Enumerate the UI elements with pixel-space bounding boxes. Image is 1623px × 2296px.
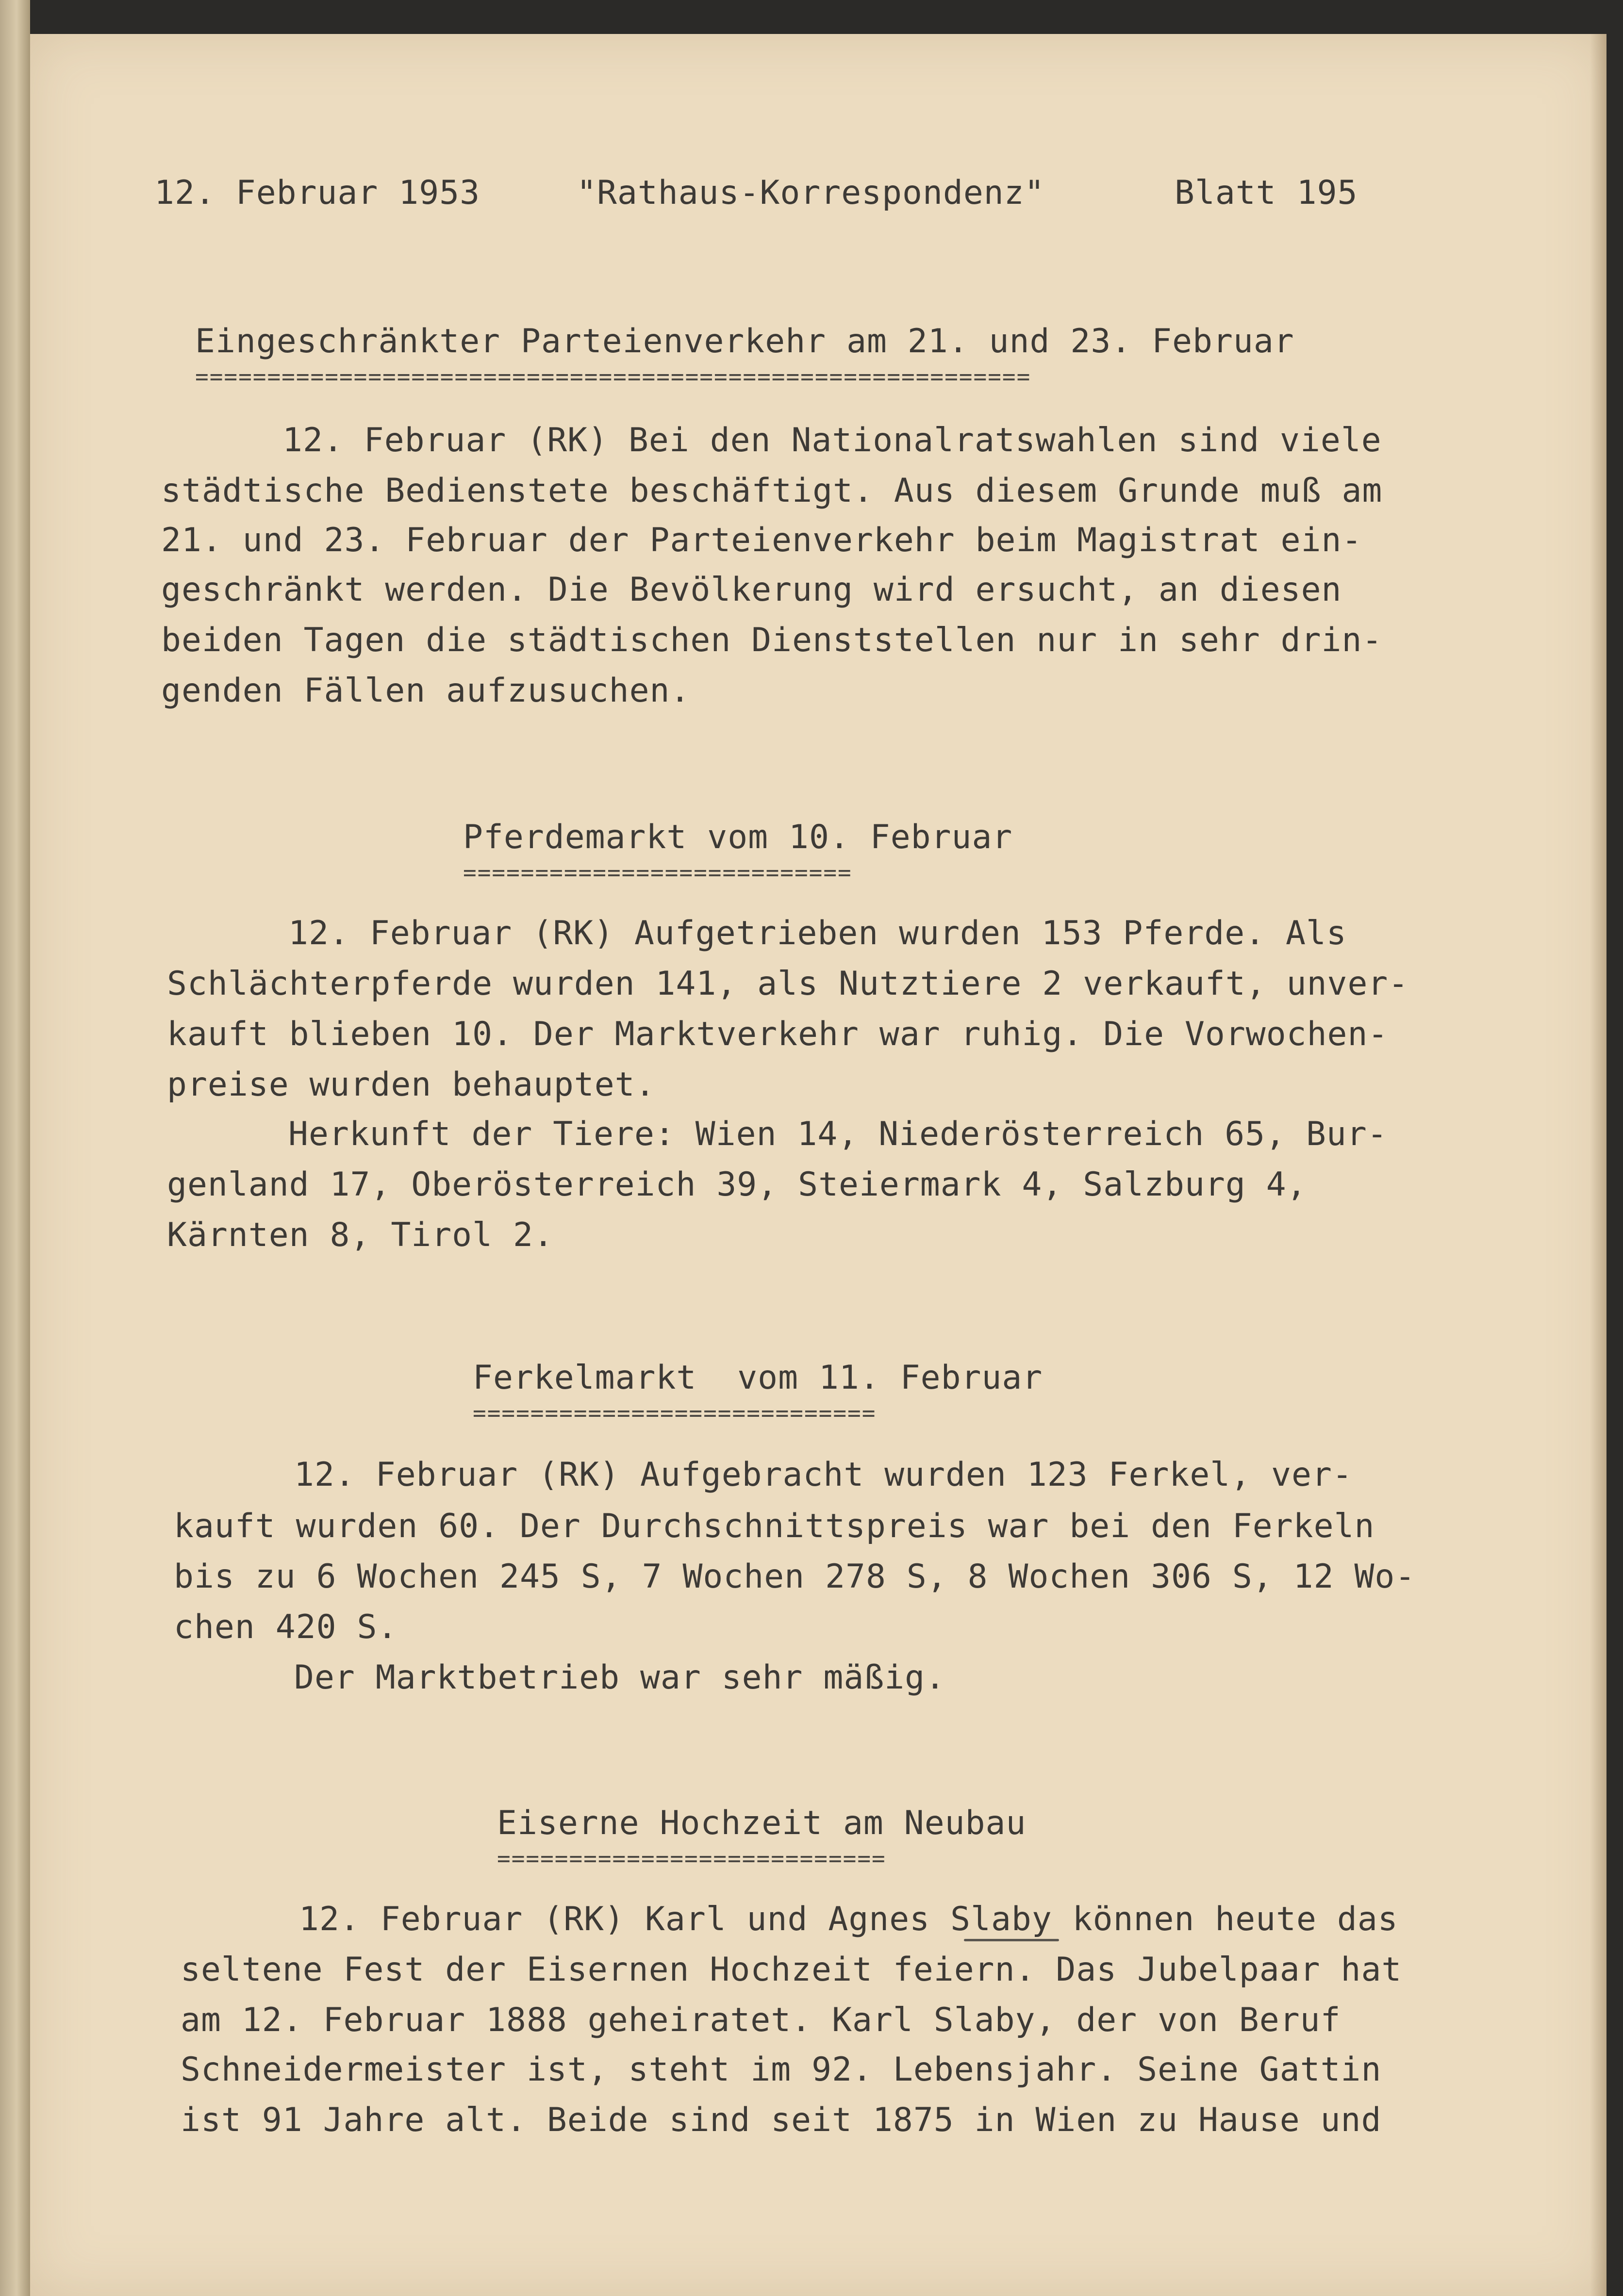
article-line: geschränkt werden. Die Bevölkerung wird ersucht, an diesen [161,571,1342,609]
article-line: Der Marktbetrieb war sehr mäßig. [294,1658,946,1697]
article-line: preise wurden behauptet. [167,1066,656,1104]
article-line: 12. Februar (RK) Bei den Nationalratswahlen sind viele [282,421,1382,459]
book-binding-edge [0,0,30,2296]
article-line: bis zu 6 Wochen 245 S, 7 Wochen 278 S, 8 Wochen 306 S, 12 Wo- [174,1558,1416,1596]
article-line: chen 420 S. [174,1608,398,1646]
article-line: seltene Fest der Eisernen Hochzeit feiern. Das Jubelpaar hat [181,1951,1402,1989]
article-line: genland 17, Oberösterreich 39, Steiermark 4, Salzburg 4, [167,1165,1307,1204]
handwritten-underline [964,1939,1059,1941]
article-line: Schlächterpferde wurden 141, als Nutztiere 2 verkauft, unver- [167,965,1409,1003]
article-title-ferkelmarkt: Ferkelmarkt vom 11. Februar [473,1359,1043,1397]
article-title-underline: =========================== [497,1849,886,1868]
article-line: städtische Bedienstete beschäftigt. Aus diesem Grunde muß am [161,472,1383,510]
article-title-parteienverkehr: Eingeschränkter Parteienverkehr am 21. und 23. Februar [195,322,1294,361]
article-line: 12. Februar (RK) Karl und Agnes Slaby können heute das [299,1900,1398,1938]
article-line: 12. Februar (RK) Aufgetrieben wurden 153 Pferde. Als [288,914,1347,952]
article-line: am 12. Februar 1888 geheiratet. Karl Slaby, der von Beruf [181,2001,1341,2039]
article-line: Kärnten 8, Tirol 2. [167,1216,554,1254]
scan-background [1606,0,1623,2296]
article-line: ist 91 Jahre alt. Beide sind seit 1875 in Wien zu Hause und [181,2101,1382,2139]
article-line: 12. Februar (RK) Aufgebracht wurden 123 Ferkel, ver- [294,1456,1353,1494]
header-date: 12. Februar 1953 [154,174,480,212]
article-title-underline: =========================== [463,863,852,882]
article-title-pferdemarkt: Pferdemarkt vom 10. Februar [463,818,1013,856]
article-line: Schneidermeister ist, steht im 92. Lebensjahr. Seine Gattin [181,2050,1382,2089]
article-line: 21. und 23. Februar der Parteienverkehr beim Magistrat ein- [161,521,1362,559]
header-sheet-number: Blatt 195 [1175,174,1358,212]
article-title-eiserne-hochzeit: Eiserne Hochzeit am Neubau [497,1804,1027,1842]
paper-edge-shadow [1590,34,1606,2296]
article-line: kauft wurden 60. Der Durchschnittspreis war bei den Ferkeln [174,1507,1375,1545]
article-title-underline: ============================ [473,1403,877,1423]
article-line: Herkunft der Tiere: Wien 14, Niederösterreich 65, Bur- [288,1115,1388,1153]
article-line: genden Fällen aufzusuchen. [161,672,691,710]
article-line: beiden Tagen die städtischen Dienststellen nur in sehr drin- [161,621,1383,659]
article-title-underline: ========================================================== [195,367,1031,386]
header-publication: "Rathaus-Korrespondenz" [577,174,1045,212]
article-line: kauft blieben 10. Der Marktverkehr war ruhig. Die Vorwochen- [167,1015,1389,1053]
